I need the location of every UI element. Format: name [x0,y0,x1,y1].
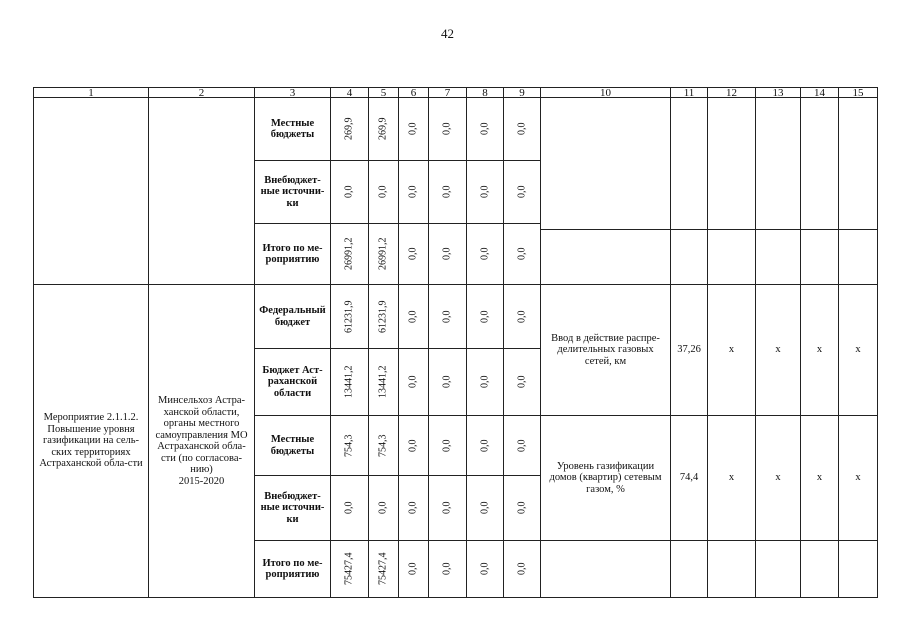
value-cell [428,475,467,541]
value-cell [368,475,399,541]
source-label [254,160,331,224]
value-cell-text: 0,0 [441,439,453,452]
indicator-cell-empty [707,540,756,598]
value-cell [330,415,369,476]
source-label-text: Итого по ме-роприятию [262,242,323,265]
indicator-cell-empty [540,97,671,230]
indicator-cell-empty [838,540,878,598]
source-label [254,540,331,598]
value-cell [368,160,399,224]
value-cell [466,160,504,224]
value-cell [428,97,467,161]
indicator-mark-text: х [728,344,735,356]
value-cell [368,284,399,349]
value-cell-text: 13441,2 [377,365,389,399]
value-cell-text: 0,0 [479,375,491,389]
value-cell-text: 0,0 [441,247,453,261]
indicator-cell-empty [838,229,878,285]
value-cell-text: 75427,4 [377,552,389,586]
value-cell-text: 0,0 [407,439,419,452]
value-cell [330,223,369,285]
indicator-value-text: 37,26 [677,344,701,356]
value-cell [466,540,504,598]
indicator-cell-empty [670,540,708,598]
column-header-14-text: 14 [814,87,825,98]
event-name-text: Мероприятие 2.1.1.2. Повышение уровня газификации на сель-ских территориях Астраханской обла-сти [39,412,143,470]
indicator-cell-empty [838,97,878,230]
value-cell [368,348,399,416]
value-cell-text: 0,0 [441,122,453,136]
value-cell [330,348,369,416]
column-header-9-text: 9 [519,87,525,98]
page-number: 42 [441,26,454,41]
indicator-cell-empty [755,229,801,285]
source-label [254,284,331,349]
value-cell [368,540,399,598]
value-cell-text: 0,0 [516,375,528,389]
value-cell [466,284,504,349]
value-cell [466,223,504,285]
value-cell-text: 13441,2 [343,365,355,399]
source-label [254,348,331,416]
column-header-5-text: 5 [380,87,387,98]
value-cell-text: 0,0 [516,185,528,199]
indicator-mark [755,284,801,416]
indicator-cell-empty [755,97,801,230]
source-label [254,223,331,285]
column-header-12-text: 12 [726,87,737,98]
value-cell [428,223,467,285]
value-cell-text: 0,0 [516,310,528,323]
indicator-cell-empty [707,229,756,285]
value-cell-text: 0,0 [479,501,491,515]
value-cell [503,475,541,541]
value-cell [503,223,541,285]
source-label-text: Федеральный бюджет [259,305,326,328]
value-cell [368,223,399,285]
value-cell [466,97,504,161]
value-cell-text: 26991,2 [343,237,355,271]
value-cell [428,160,467,224]
value-cell [330,160,369,224]
executor-cell-continued [148,97,255,285]
source-label-text: Внебюджет-ные источни-ки [260,174,325,209]
indicator-mark [800,415,839,541]
value-cell-text: 0,0 [479,310,491,323]
indicator-cell-empty [755,540,801,598]
value-cell-text: 0,0 [479,247,491,261]
value-cell-text: 754,3 [377,434,389,457]
column-header-7-text: 7 [444,87,451,98]
value-cell [466,348,504,416]
value-cell [330,540,369,598]
value-cell-text: 0,0 [441,310,453,323]
column-header-1-text: 1 [88,87,94,98]
column-header-8-text: 8 [482,87,488,98]
value-cell-text: 0,0 [407,247,419,261]
indicator-name [540,284,671,416]
indicator-value [670,284,708,416]
value-cell-text: 61231,9 [343,300,355,333]
value-cell-text: 0,0 [407,501,419,515]
value-cell [398,160,429,224]
value-cell [503,415,541,476]
value-cell [330,475,369,541]
source-label-text: Бюджет Аст-раханской области [262,364,323,399]
value-cell [398,97,429,161]
column-header-2-text: 2 [198,87,205,98]
indicator-mark-text: х [775,472,781,484]
value-cell-text: 61231,9 [377,300,389,333]
indicator-mark-text: х [816,344,823,356]
column-header-11-text: 11 [683,87,695,98]
value-cell-text: 0,0 [441,562,453,576]
indicator-cell-empty [800,229,839,285]
value-cell [428,348,467,416]
value-cell [503,160,541,224]
indicator-mark [755,415,801,541]
source-label-text: Итого по ме-роприятию [262,557,323,580]
indicator-cell-empty [670,229,708,285]
value-cell [368,415,399,476]
indicator-mark-text: х [775,344,781,356]
indicator-cell-empty [540,540,671,598]
value-cell [503,284,541,349]
indicator-name-text: Уровень газификации домов (квартир) сетевым газом, % [549,460,662,495]
value-cell [503,97,541,161]
value-cell [428,415,467,476]
value-cell [398,475,429,541]
period-text: 2015-2020 [178,475,225,487]
column-header-13-text: 13 [772,87,784,98]
indicator-mark-text: х [855,344,861,356]
event-cell-continued [33,97,149,285]
indicator-cell-empty [707,97,756,230]
source-label [254,475,331,541]
value-cell-text: 0,0 [407,310,419,323]
indicator-mark-text: х [728,472,735,484]
source-label-text: Местные бюджеты [270,117,315,140]
value-cell [398,415,429,476]
value-cell-text: 0,0 [441,501,453,515]
source-label-text: Местные бюджеты [270,434,315,457]
column-header-6-text: 6 [410,87,417,98]
value-cell [428,284,467,349]
value-cell-text: 0,0 [407,122,419,136]
source-label [254,415,331,476]
value-cell-text: 0,0 [377,185,389,199]
indicator-value-text: 74,4 [679,472,699,484]
value-cell [466,415,504,476]
column-header-10-text: 10 [600,87,611,98]
value-cell-text: 0,0 [516,562,528,576]
value-cell-text: 0,0 [516,122,528,136]
value-cell-text: 269,9 [377,117,389,141]
indicator-mark-text: х [816,472,823,484]
value-cell [398,348,429,416]
indicator-name-text: Ввод в действие распре-делительных газовых сетей, км [551,332,660,367]
source-label [254,97,331,161]
value-cell-text: 0,0 [516,501,528,515]
column-header-3-text: 3 [289,87,296,98]
value-cell [503,540,541,598]
value-cell-text: 26991,2 [377,237,389,271]
value-cell-text: 0,0 [343,501,355,515]
value-cell-text: 0,0 [343,185,355,199]
indicator-cell-empty [800,97,839,230]
value-cell-text: 754,3 [343,434,355,457]
indicator-cell-empty [800,540,839,598]
indicator-cell-empty [540,229,671,285]
column-header-4-text: 4 [346,87,353,98]
indicator-cell-empty [670,97,708,230]
value-cell [330,97,369,161]
indicator-mark [800,284,839,416]
value-cell-text: 0,0 [479,439,491,452]
value-cell [330,284,369,349]
value-cell-text: 0,0 [441,375,453,389]
value-cell-text: 0,0 [516,439,528,452]
value-cell-text: 0,0 [441,185,453,199]
indicator-mark-text: х [855,472,861,484]
indicator-mark [707,284,756,416]
value-cell [398,223,429,285]
executor-text: Минсельхоз Астра-ханской области, органы местного самоуправления МО Астраханской обла-сти (по согласова-нию) [155,395,248,475]
value-cell-text: 75427,4 [343,552,355,586]
executor-name [148,284,255,598]
indicator-value [670,415,708,541]
value-cell-text: 0,0 [479,562,491,576]
value-cell [428,540,467,598]
value-cell [398,540,429,598]
value-cell-text: 269,9 [343,117,355,141]
event-name [33,284,149,598]
value-cell-text: 0,0 [479,122,491,136]
value-cell-text: 0,0 [407,185,419,199]
value-cell [503,348,541,416]
value-cell-text: 0,0 [479,185,491,199]
indicator-mark [838,415,878,541]
indicator-mark [838,284,878,416]
indicator-mark [707,415,756,541]
value-cell-text: 0,0 [407,375,419,389]
indicator-name [540,415,671,541]
value-cell-text: 0,0 [516,247,528,261]
value-cell [368,97,399,161]
value-cell [398,284,429,349]
value-cell-text: 0,0 [407,562,419,576]
source-label-text: Внебюджет-ные источни-ки [260,490,325,525]
value-cell-text: 0,0 [377,501,389,515]
value-cell [466,475,504,541]
column-header-15-text: 15 [852,87,864,98]
